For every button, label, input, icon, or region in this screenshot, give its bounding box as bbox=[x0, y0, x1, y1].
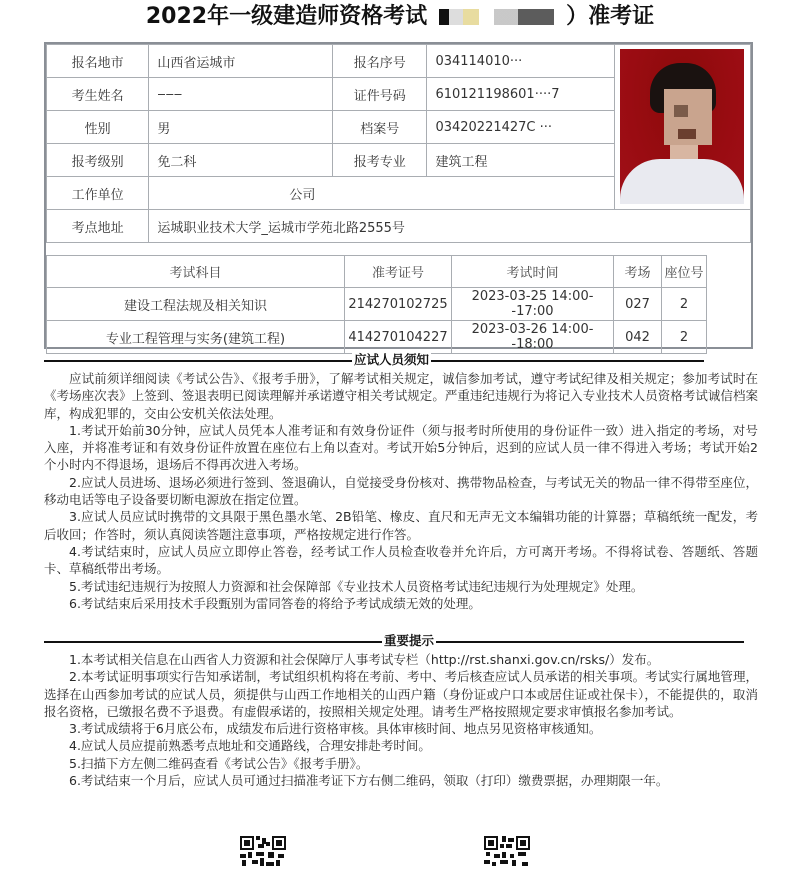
info-row bbox=[47, 45, 751, 78]
label-file-no: 档案号 bbox=[333, 111, 427, 144]
value-major: 建筑工程 bbox=[427, 144, 615, 177]
important-paragraph: 3.考试成绩将于6月底公布，成绩发布后进行资格审核。具体审核时间、地点另见资格审核通知。 bbox=[69, 721, 602, 737]
redacted-block bbox=[439, 9, 479, 25]
cell-ticket-no: 214270102725 bbox=[345, 288, 452, 321]
cell-room: 042 bbox=[614, 321, 662, 354]
cell-subject: 建设工程法规及相关知识 bbox=[47, 288, 345, 321]
label-id-number: 证件号码 bbox=[333, 78, 427, 111]
page-title bbox=[0, 0, 800, 36]
cell-room: 027 bbox=[614, 288, 662, 321]
important-paragraph: 5.扫描下方左侧二维码查看《考试公告》《报考手册》。 bbox=[69, 755, 369, 771]
value-registration-city: 山西省运城市 bbox=[149, 45, 333, 78]
notice-paragraph: 6.考试结束后采用技术手段甄别为雷同答卷的将给予考试成绩无效的处理。 bbox=[69, 595, 481, 611]
qr-code-icon bbox=[240, 836, 286, 872]
cell-seat: 2 bbox=[662, 321, 707, 354]
important-body bbox=[44, 651, 758, 789]
label-exam-level: 报考级别 bbox=[47, 144, 149, 177]
cell-seat: 2 bbox=[662, 288, 707, 321]
header-seat: 座位号 bbox=[662, 256, 707, 288]
exam-schedule-table bbox=[46, 255, 707, 354]
value-work-unit: 公司 bbox=[149, 177, 615, 210]
label-candidate-name: 考生姓名 bbox=[47, 78, 149, 111]
candidate-info-table bbox=[46, 44, 751, 243]
label-work-unit: 工作单位 bbox=[47, 177, 149, 210]
cell-time: 2023-03-26 14:00--18:00 bbox=[452, 321, 614, 354]
qr-code-right[interactable] bbox=[484, 836, 530, 872]
value-exam-site: 运城职业技术大学_运城市学苑北路2555号 bbox=[149, 210, 751, 243]
table-row bbox=[47, 321, 707, 354]
important-heading bbox=[44, 634, 744, 648]
candidate-photo bbox=[620, 49, 744, 204]
notice-paragraph: 应试前须详细阅读《考试公告》、《报考手册》，了解考试相关规定，诚信参加考试，遵守考试纪律及相关规定；参加考试时在《考场座次表》上签到、签退表明已阅读理解并承诺遵守相关考试规定。严重违纪违规行为将记入专业技术人员资格考试诚信档案库，构成犯罪的，交由公安机关依法处理。 bbox=[44, 371, 758, 421]
qr-code-icon bbox=[484, 836, 530, 872]
notice-heading bbox=[44, 353, 744, 367]
cell-subject: 专业工程管理与实务(建筑工程) bbox=[47, 321, 345, 354]
title-suffix: ）准考证 bbox=[566, 4, 655, 29]
important-paragraph: 6.考试结束一个月后，应试人员可通过扫描准考证下方右侧二维码，领取（打印）缴费票据，办理期限一年。 bbox=[69, 773, 669, 789]
label-registration-no: 报名序号 bbox=[333, 45, 427, 78]
cell-ticket-no: 414270104227 bbox=[345, 321, 452, 354]
value-candidate-name: ‒‒‒ bbox=[149, 78, 333, 111]
notice-paragraph: 3.应试人员应试时携带的文具限于黑色墨水笔、2B铅笔、橡皮、直尺和无声无文本编辑功能的计算器；草稿纸统一配发，考后收回；作答时，须认真阅读答题注意事项，严格按规定进行作答。 bbox=[44, 509, 758, 542]
title-prefix: 2022年一级建造师资格考试 bbox=[145, 4, 428, 29]
admission-card bbox=[44, 42, 753, 352]
value-registration-no: 034114010··· bbox=[427, 45, 615, 78]
table-row bbox=[47, 288, 707, 321]
notice-body bbox=[44, 370, 758, 612]
notice-paragraph: 5.考试违纪违规行为按照人力资源和社会保障部《专业技术人员资格考试违纪违规行为处理规定》处理。 bbox=[69, 578, 644, 594]
notice-paragraph: 1.考试开始前30分钟，应试人员凭本人准考证和有效身份证件（须与报考时所使用的身份证件一致）进入指定的考场，对号入座，并将准考证和有效身份证件放置在座位右上角以查对。考试开始5分钟后，迟到的应试人员一律不得进入考场；考试开始2个小时内不得退场，退场后不得再次进入考场。 bbox=[44, 422, 758, 473]
notice-paragraph: 2.应试人员进场、退场必须进行签到、签退确认，自觉接受身份核对、携带物品检查，与考试无关的物品一律不得带至座位，移动电话等电子设备要切断电源放在指定位置。 bbox=[44, 474, 758, 508]
header-time: 考试时间 bbox=[452, 256, 614, 288]
header-ticket-no: 准考证号 bbox=[345, 256, 452, 288]
info-row bbox=[47, 210, 751, 243]
label-exam-site: 考点地址 bbox=[47, 210, 149, 243]
photo-cell bbox=[615, 45, 751, 210]
important-paragraph: 4.应试人员应提前熟悉考点地址和交通路线，合理安排赴考时间。 bbox=[69, 738, 431, 754]
label-registration-city: 报名地市 bbox=[47, 45, 149, 78]
important-title: 重要提示 bbox=[384, 633, 435, 648]
qr-code-left[interactable] bbox=[240, 836, 286, 872]
value-id-number: 610121198601····7 bbox=[427, 78, 615, 111]
label-gender: 性别 bbox=[47, 111, 149, 144]
important-paragraph: 2.本考试证明事项实行告知承诺制，考试组织机构将在考前、考中、考后核查应试人员承诺的相关事项。考试实行属地管理，选择在山西参加考试的应试人员，须提供与山西工作地相关的山西户籍（身份证或户口本或居住证或社保卡），不能提供的，取消报名资格，已缴报名费不予退费。有虚假承诺的，按照相关规定处理。请考生严格按照规定要求审慎报名参加考试。 bbox=[44, 669, 758, 719]
value-file-no: 03420221427C ··· bbox=[427, 111, 615, 144]
redacted-block bbox=[494, 9, 554, 25]
value-exam-level: 免二科 bbox=[149, 144, 333, 177]
exam-table-header bbox=[47, 256, 707, 288]
important-paragraph: 1.本考试相关信息在山西省人力资源和社会保障厅人事考试专栏（http://rst.shanxi.gov.cn/rsks/）发布。 bbox=[69, 652, 660, 667]
label-major: 报考专业 bbox=[333, 144, 427, 177]
header-room: 考场 bbox=[614, 256, 662, 288]
notice-title: 应试人员须知 bbox=[354, 352, 430, 367]
notice-paragraph: 4.考试结束时，应试人员应立即停止答卷，经考试工作人员检查收卷并允许后，方可离开考场。不得将试卷、答题纸、答题卡、草稿纸带出考场。 bbox=[44, 543, 758, 577]
cell-time: 2023-03-25 14:00--17:00 bbox=[452, 288, 614, 321]
header-subject: 考试科目 bbox=[47, 256, 345, 288]
value-gender: 男 bbox=[149, 111, 333, 144]
